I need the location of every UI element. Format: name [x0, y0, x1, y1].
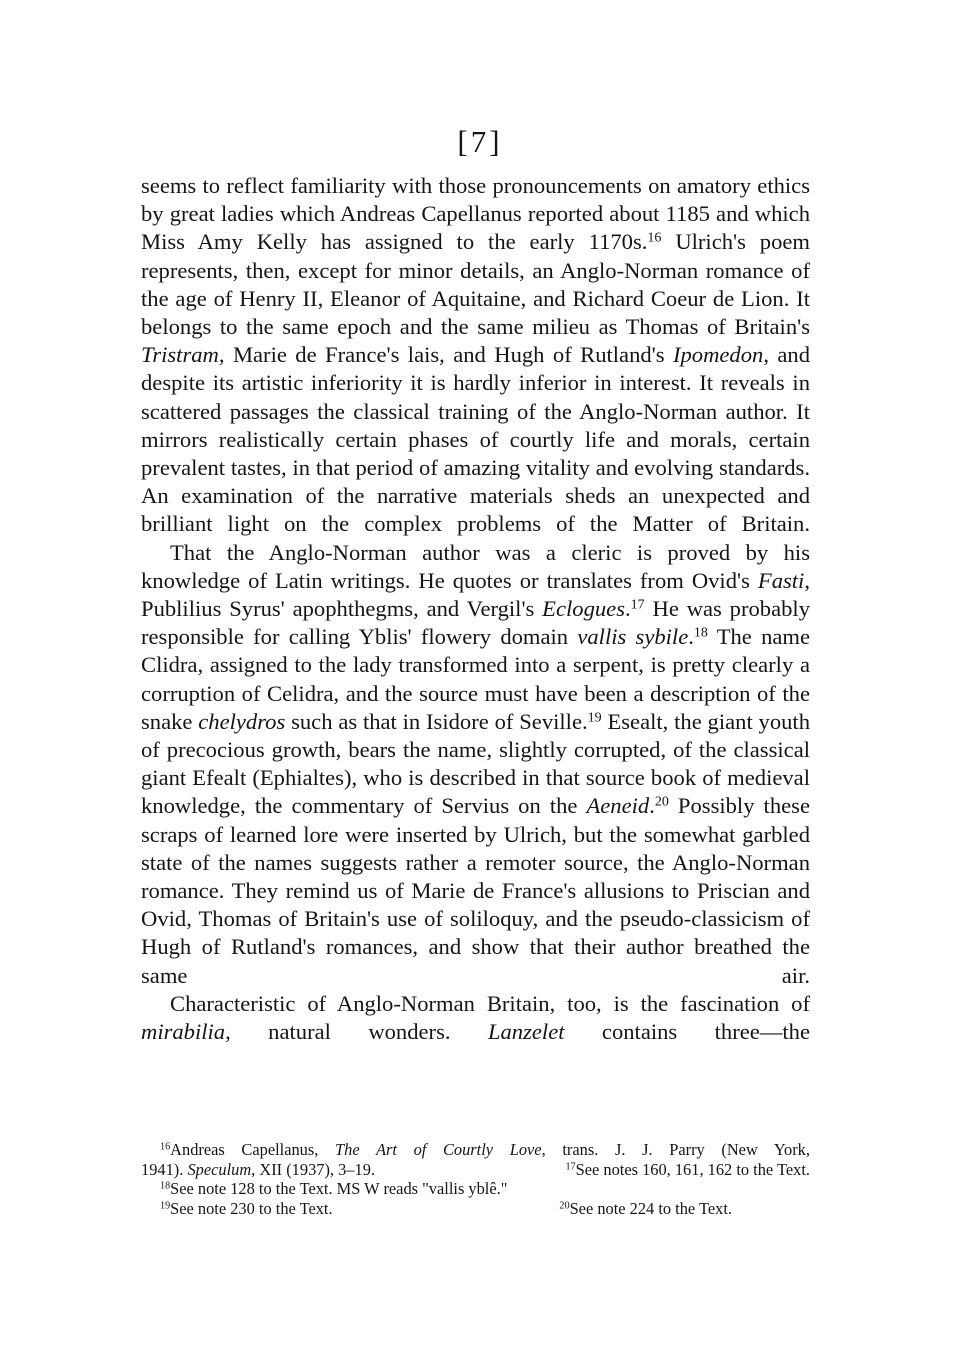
footnote-row — [141, 1199, 810, 1219]
footnote-continuation: 1941). Speculum, XII (1937), 3–19. — [141, 1159, 375, 1179]
footnote-row — [141, 1160, 810, 1180]
footnotes — [141, 1140, 810, 1218]
paragraph: Characteristic of Anglo-Norman Britain, too, is the fascination of mirabilia, natural wonders. Lanzelet contains three—the — [141, 990, 810, 1045]
page-number: [7] — [457, 124, 503, 159]
footnote: $^{19}$See note 230 to the Text. — [160, 1198, 333, 1218]
footnote: $^{17}$See notes 160, 161, 162 to the Text. — [565, 1159, 810, 1179]
paragraph: seems to reflect familiarity with those pronouncements on amatory ethics by great ladies which Andreas Capellanus reported about 1185 and which Miss Amy Kelly has assigned to the early 1170s.$^{16}$ Ulrich's poem represents, then, except for minor details, an Anglo-Norman romance of the age of Henry II, Eleanor of Aquitaine, and Richard Coeur de Lion. It belongs to the same epoch and the same milieu as Thomas of Britain's Tristram, Marie de France's lais, and Hugh of Rutland's Ipomedon, and despite its artistic inferiority it is hardly inferior in interest. It reveals in scattered passages the classical training of the Anglo-Norman author. It mirrors realistically certain phases of courtly life and morals, certain prevalent tastes, in that period of amazing vitality and evolving standards. An examination of the narrative materials sheds an unexpected and brilliant light on the complex problems of the Matter of Britain. — [141, 173, 811, 537]
footnote: $^{16}$Andreas Capellanus, The Art of Courtly Love, trans. J. J. Parry (New York, — [160, 1140, 810, 1159]
footnote: $^{18}$See note 128 to the Text. MS W reads "vallis yblê." — [160, 1179, 508, 1198]
footnote: $^{20}$See note 224 to the Text. — [559, 1198, 732, 1218]
body-text — [141, 172, 810, 1046]
paragraph: That the Anglo-Norman author was a cleric is proved by his knowledge of Latin writings. He quotes or translates from Ovid's Fasti, Publilius Syrus' apophthegms, and Vergil's Eclogues.$^{17}$ He was probably responsible for calling Yblis' flowery domain vallis sybile.$^{18}$ The name Clidra, assigned to the lady transformed into a serpent, is pretty clearly a corruption of Celidra, and the source must have been a description of the snake chelydros such as that in Isidore of Seville.$^{19}$ Esealt, the giant youth of precocious growth, bears the name, slightly corrupted, of the classical giant Efealt (Ephialtes), who is described in that source book of medieval knowledge, the commentary of Servius on the Aeneid.$^{20}$ Possibly these scraps of learned lore were inserted by Ulrich, but the somewhat garbled state of the names suggests rather a remoter source, the Anglo-Norman romance. They remind us of Marie de France's allusions to Priscian and Ovid, Thomas of Britain's use of soliloquy, and the pseudo-classicism of Hugh of Rutland's romances, and show that their author breathed the same air. — [141, 539, 811, 988]
